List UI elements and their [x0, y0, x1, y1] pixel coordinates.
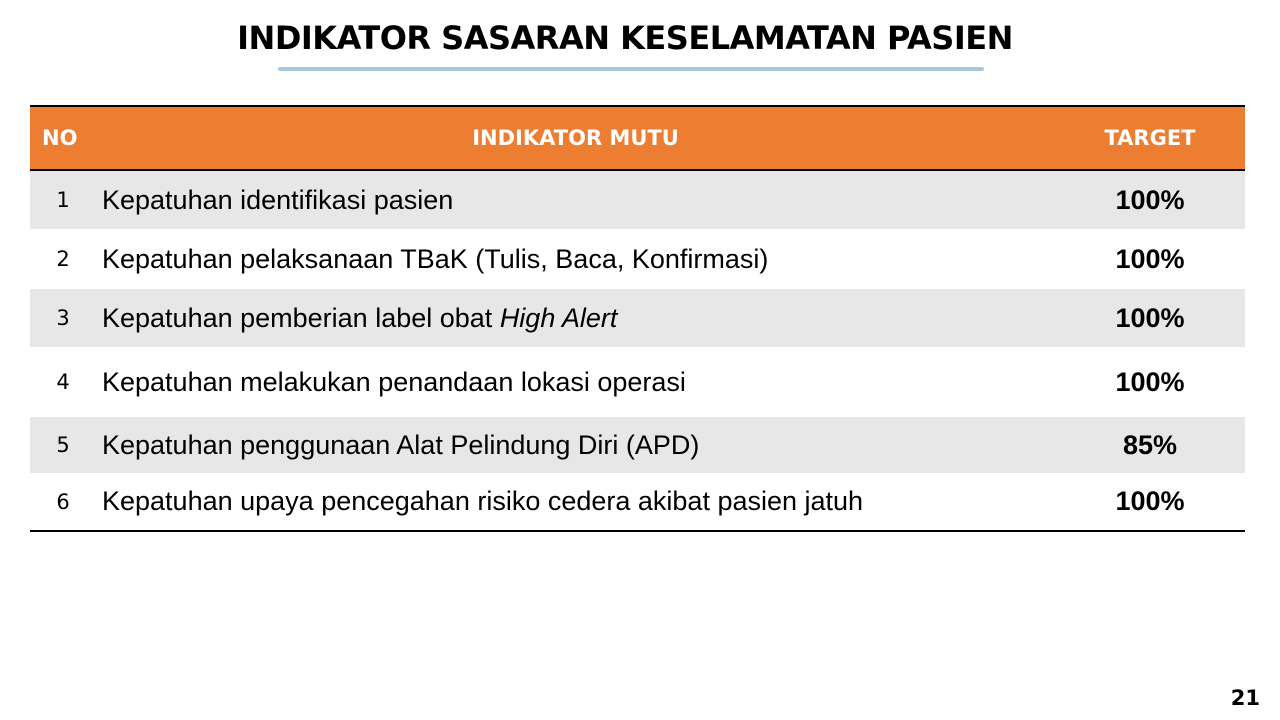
page-number: 21	[1230, 686, 1260, 710]
row-indicator: Kepatuhan upaya pencegahan risiko cedera akibat pasien jatuh	[102, 486, 864, 516]
row-indicator	[96, 303, 1055, 334]
row-indicator: Kepatuhan pelaksanaan TBaK (Tulis, Baca, Konfirmasi)	[102, 243, 769, 274]
title-underline	[278, 67, 984, 71]
row-number: 6	[56, 489, 70, 514]
row-target: 100%	[1115, 366, 1185, 397]
table-row	[30, 171, 1245, 229]
row-indicator-text: Kepatuhan pemberian label obat	[102, 302, 500, 333]
table-row	[30, 289, 1245, 347]
header-indicator: INDIKATOR MUTU	[472, 126, 679, 150]
table-row	[30, 229, 1245, 289]
row-indicator: Kepatuhan identifikasi pasien	[102, 184, 454, 215]
slide-title: INDIKATOR SASARAN KESELAMATAN PASIEN	[237, 19, 1013, 57]
row-target: 100%	[1115, 302, 1185, 333]
row-number: 5	[56, 433, 70, 457]
header-target: TARGET	[1104, 126, 1196, 150]
indicator-table	[30, 105, 1245, 532]
row-indicator: Kepatuhan melakukan penandaan lokasi operasi	[102, 366, 686, 397]
row-number: 3	[56, 306, 70, 330]
row-target: 100%	[1115, 486, 1185, 516]
table-row	[30, 347, 1245, 417]
row-target: 100%	[1115, 184, 1185, 215]
table-row	[30, 417, 1245, 473]
row-target: 85%	[1122, 429, 1178, 460]
row-target: 100%	[1115, 243, 1185, 274]
table-row	[30, 473, 1245, 530]
row-number: 4	[56, 370, 70, 394]
row-indicator-italic: High Alert	[499, 302, 618, 333]
table-header-row	[30, 107, 1245, 171]
header-no: NO	[42, 126, 78, 150]
row-number: 1	[56, 188, 70, 212]
row-indicator: Kepatuhan penggunaan Alat Pelindung Diri (APD)	[102, 429, 700, 460]
row-number: 2	[56, 247, 70, 271]
